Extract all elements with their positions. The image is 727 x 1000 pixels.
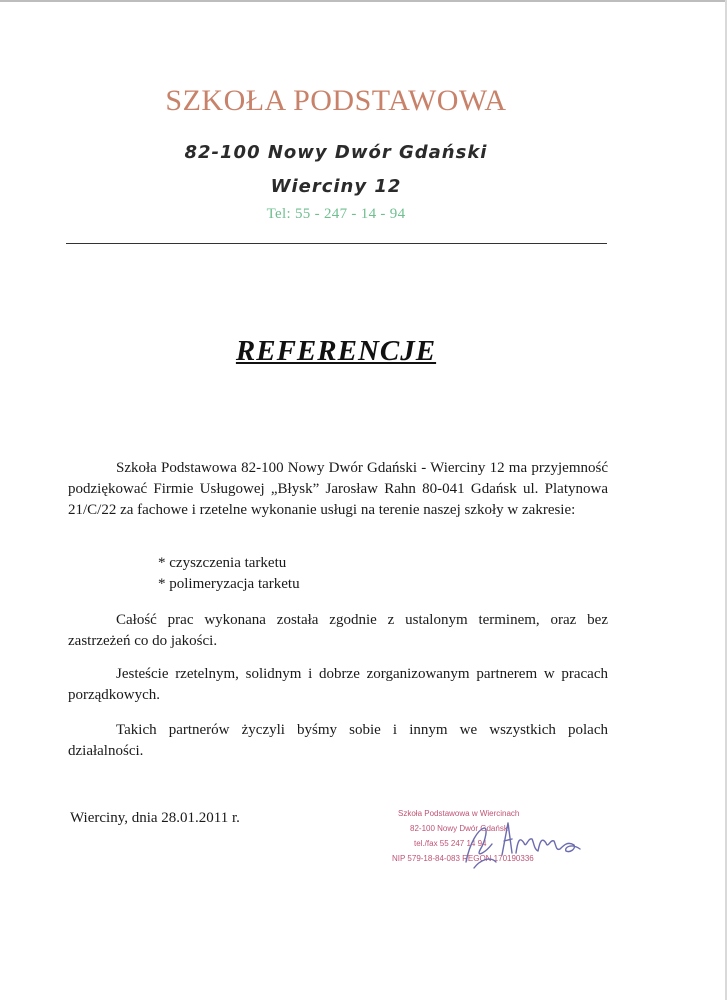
scan-top-edge [0,0,727,2]
address-line-1: 82-100 Nowy Dwór Gdański [184,142,488,163]
school-name: SZKOŁA PODSTAWOWA [165,84,507,117]
header-divider [66,243,607,244]
phone-number: Tel: 55 - 247 - 14 - 94 [266,206,406,222]
place-and-date: Wierciny, dnia 28.01.2011 r. [70,810,240,826]
intro-text: Szkoła Podstawowa 82-100 Nowy Dwór Gdański - Wierciny 12 ma przyjemność podziękować Firmie Usługowej „Błysk” Jarosław Rahn 80-041 Gdańsk ul. Platynowa 21/C/22 za fachowe i rzetelne wykonanie usługi na terenie naszej szkoły w zakresie: [68,460,608,518]
document-title: REFERENCJE [235,335,437,367]
services-list [158,553,300,595]
quality-paragraph: Całość prac wykonana została zgodnie z ustalonym terminem, oraz bez zastrzeżeń co do jakości. [68,612,608,649]
stamp-line-4: NIP 579-18-84-083 REGON 170190336 [392,854,534,863]
service-item: * polimeryzacja tarketu [158,576,300,592]
closing-paragraph: Takich partnerów życzyli byśmy sobie i innym we wszystkich polach działalności. [68,722,608,759]
partner-paragraph: Jesteście rzetelnym, solidnym i dobrze zorganizowanym partnerem w pracach porządkowych. [68,666,608,703]
address-line-2: Wierciny 12 [270,176,402,197]
intro-paragraph [68,458,608,521]
stamp-line-1: Szkoła Podstawowa w Wiercinach [398,809,520,818]
handwritten-signature [494,813,584,863]
stamp-line-3: tel./fax 55 247 14 94 [414,839,487,848]
service-item: * czyszczenia tarketu [158,555,287,571]
stamp-line-2: 82-100 Nowy Dwór Gdański [410,824,510,833]
